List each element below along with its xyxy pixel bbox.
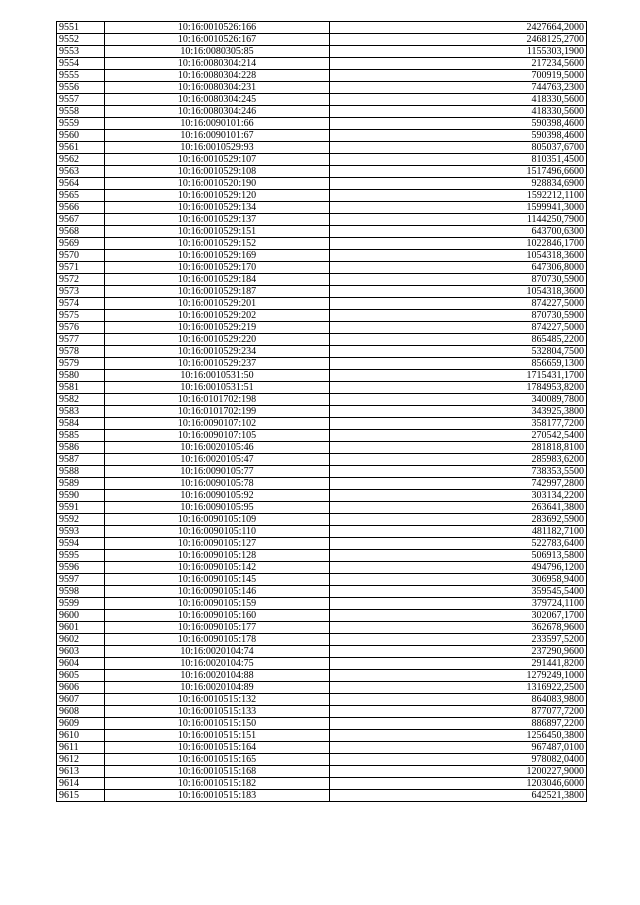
cadastral-value-table xyxy=(56,21,587,802)
cadastral-value-cell: 874227,5000 xyxy=(330,322,587,334)
table-row xyxy=(57,346,587,358)
cadastral-value-cell: 418330,5600 xyxy=(330,106,587,118)
cadastral-number-cell: 10:16:0010526:167 xyxy=(105,34,330,46)
cadastral-number-cell: 10:16:0090105:145 xyxy=(105,574,330,586)
cadastral-number-cell: 10:16:0090105:77 xyxy=(105,466,330,478)
table-row xyxy=(57,370,587,382)
cadastral-value-cell: 590398,4600 xyxy=(330,118,587,130)
table-row xyxy=(57,418,587,430)
cadastral-value-cell: 700919,5000 xyxy=(330,70,587,82)
table-row xyxy=(57,466,587,478)
table-row xyxy=(57,514,587,526)
table-row xyxy=(57,430,587,442)
table-row xyxy=(57,502,587,514)
row-number-cell: 9551 xyxy=(57,22,105,34)
table-row xyxy=(57,322,587,334)
table-row xyxy=(57,238,587,250)
cadastral-number-cell: 10:16:0090105:159 xyxy=(105,598,330,610)
table-row xyxy=(57,82,587,94)
cadastral-value-cell: 340089,7800 xyxy=(330,394,587,406)
table-row xyxy=(57,46,587,58)
cadastral-number-cell: 10:16:0090101:67 xyxy=(105,130,330,142)
table-row xyxy=(57,670,587,682)
table-row xyxy=(57,562,587,574)
table-row xyxy=(57,766,587,778)
row-number-cell: 9592 xyxy=(57,514,105,526)
cadastral-value-cell: 642521,3800 xyxy=(330,790,587,802)
row-number-cell: 9580 xyxy=(57,370,105,382)
cadastral-value-cell: 590398,4600 xyxy=(330,130,587,142)
row-number-cell: 9559 xyxy=(57,118,105,130)
cadastral-value-cell: 481182,7100 xyxy=(330,526,587,538)
cadastral-number-cell: 10:16:0080305:85 xyxy=(105,46,330,58)
cadastral-number-cell: 10:16:0090105:128 xyxy=(105,550,330,562)
row-number-cell: 9589 xyxy=(57,478,105,490)
cadastral-value-cell: 237290,9600 xyxy=(330,646,587,658)
cadastral-value-cell: 978082,0400 xyxy=(330,754,587,766)
table-row xyxy=(57,58,587,70)
cadastral-number-cell: 10:16:0010529:120 xyxy=(105,190,330,202)
table-row xyxy=(57,358,587,370)
row-number-cell: 9569 xyxy=(57,238,105,250)
cadastral-value-cell: 522783,6400 xyxy=(330,538,587,550)
row-number-cell: 9609 xyxy=(57,718,105,730)
table-row xyxy=(57,334,587,346)
cadastral-number-cell: 10:16:0010526:166 xyxy=(105,22,330,34)
table-row xyxy=(57,34,587,46)
table-row xyxy=(57,166,587,178)
cadastral-number-cell: 10:16:0010531:51 xyxy=(105,382,330,394)
table-row xyxy=(57,118,587,130)
cadastral-number-cell: 10:16:0010515:150 xyxy=(105,718,330,730)
cadastral-value-cell: 742997,2800 xyxy=(330,478,587,490)
row-number-cell: 9561 xyxy=(57,142,105,154)
cadastral-value-cell: 306958,9400 xyxy=(330,574,587,586)
cadastral-number-cell: 10:16:0010529:151 xyxy=(105,226,330,238)
row-number-cell: 9588 xyxy=(57,466,105,478)
row-number-cell: 9605 xyxy=(57,670,105,682)
cadastral-value-cell: 233597,5200 xyxy=(330,634,587,646)
table-row xyxy=(57,742,587,754)
table-row xyxy=(57,646,587,658)
cadastral-number-cell: 10:16:0080304:214 xyxy=(105,58,330,70)
cadastral-number-cell: 10:16:0010529:202 xyxy=(105,310,330,322)
cadastral-number-cell: 10:16:0090105:178 xyxy=(105,634,330,646)
cadastral-value-cell: 1279249,1000 xyxy=(330,670,587,682)
table-row xyxy=(57,490,587,502)
cadastral-value-cell: 270542,5400 xyxy=(330,430,587,442)
row-number-cell: 9555 xyxy=(57,70,105,82)
cadastral-number-cell: 10:16:0010529:219 xyxy=(105,322,330,334)
row-number-cell: 9591 xyxy=(57,502,105,514)
cadastral-value-cell: 886897,2200 xyxy=(330,718,587,730)
cadastral-number-cell: 10:16:0010529:108 xyxy=(105,166,330,178)
cadastral-number-cell: 10:16:0010515:164 xyxy=(105,742,330,754)
cadastral-value-cell: 506913,5800 xyxy=(330,550,587,562)
table-row xyxy=(57,610,587,622)
table-row xyxy=(57,106,587,118)
cadastral-number-cell: 10:16:0020104:75 xyxy=(105,658,330,670)
cadastral-value-cell: 2468125,2700 xyxy=(330,34,587,46)
table-row xyxy=(57,586,587,598)
cadastral-value-cell: 303134,2200 xyxy=(330,490,587,502)
row-number-cell: 9552 xyxy=(57,34,105,46)
cadastral-value-cell: 291441,8200 xyxy=(330,658,587,670)
row-number-cell: 9608 xyxy=(57,706,105,718)
row-number-cell: 9554 xyxy=(57,58,105,70)
table-row xyxy=(57,190,587,202)
row-number-cell: 9562 xyxy=(57,154,105,166)
cadastral-value-cell: 1155303,1900 xyxy=(330,46,587,58)
cadastral-number-cell: 10:16:0010529:187 xyxy=(105,286,330,298)
table-row xyxy=(57,382,587,394)
table-row xyxy=(57,694,587,706)
cadastral-number-cell: 10:16:0010529:107 xyxy=(105,154,330,166)
cadastral-value-cell: 1200227,9000 xyxy=(330,766,587,778)
row-number-cell: 9610 xyxy=(57,730,105,742)
table-row xyxy=(57,226,587,238)
table-row xyxy=(57,94,587,106)
table-row xyxy=(57,262,587,274)
cadastral-value-cell: 285983,6200 xyxy=(330,454,587,466)
cadastral-number-cell: 10:16:0090105:95 xyxy=(105,502,330,514)
row-number-cell: 9568 xyxy=(57,226,105,238)
cadastral-number-cell: 10:16:0101702:198 xyxy=(105,394,330,406)
cadastral-number-cell: 10:16:0020105:47 xyxy=(105,454,330,466)
cadastral-value-cell: 263641,3800 xyxy=(330,502,587,514)
cadastral-number-cell: 10:16:0090105:92 xyxy=(105,490,330,502)
table-row xyxy=(57,130,587,142)
row-number-cell: 9571 xyxy=(57,262,105,274)
cadastral-number-cell: 10:16:0101702:199 xyxy=(105,406,330,418)
cadastral-number-cell: 10:16:0010520:190 xyxy=(105,178,330,190)
cadastral-number-cell: 10:16:0090107:105 xyxy=(105,430,330,442)
table-row xyxy=(57,310,587,322)
cadastral-number-cell: 10:16:0010529:201 xyxy=(105,298,330,310)
row-number-cell: 9596 xyxy=(57,562,105,574)
cadastral-value-cell: 865485,2200 xyxy=(330,334,587,346)
cadastral-value-cell: 877077,7200 xyxy=(330,706,587,718)
cadastral-value-cell: 874227,5000 xyxy=(330,298,587,310)
row-number-cell: 9615 xyxy=(57,790,105,802)
cadastral-number-cell: 10:16:0090105:109 xyxy=(105,514,330,526)
cadastral-value-cell: 1599941,3000 xyxy=(330,202,587,214)
cadastral-number-cell: 10:16:0010529:152 xyxy=(105,238,330,250)
row-number-cell: 9583 xyxy=(57,406,105,418)
row-number-cell: 9606 xyxy=(57,682,105,694)
cadastral-value-cell: 1054318,3600 xyxy=(330,286,587,298)
row-number-cell: 9603 xyxy=(57,646,105,658)
row-number-cell: 9564 xyxy=(57,178,105,190)
table-row xyxy=(57,790,587,802)
cadastral-value-cell: 647306,8000 xyxy=(330,262,587,274)
table-row xyxy=(57,658,587,670)
row-number-cell: 9594 xyxy=(57,538,105,550)
cadastral-number-cell: 10:16:0010515:165 xyxy=(105,754,330,766)
row-number-cell: 9566 xyxy=(57,202,105,214)
table-row xyxy=(57,634,587,646)
cadastral-number-cell: 10:16:0020104:88 xyxy=(105,670,330,682)
cadastral-number-cell: 10:16:0090101:66 xyxy=(105,118,330,130)
cadastral-number-cell: 10:16:0010529:137 xyxy=(105,214,330,226)
table-row xyxy=(57,454,587,466)
cadastral-number-cell: 10:16:0010529:220 xyxy=(105,334,330,346)
cadastral-number-cell: 10:16:0090105:142 xyxy=(105,562,330,574)
cadastral-value-cell: 358177,7200 xyxy=(330,418,587,430)
row-number-cell: 9560 xyxy=(57,130,105,142)
table-row xyxy=(57,778,587,790)
row-number-cell: 9579 xyxy=(57,358,105,370)
table-row xyxy=(57,574,587,586)
table-row xyxy=(57,394,587,406)
row-number-cell: 9584 xyxy=(57,418,105,430)
cadastral-number-cell: 10:16:0080304:246 xyxy=(105,106,330,118)
table-row xyxy=(57,142,587,154)
table-row xyxy=(57,730,587,742)
row-number-cell: 9567 xyxy=(57,214,105,226)
cadastral-value-cell: 281818,8100 xyxy=(330,442,587,454)
cadastral-number-cell: 10:16:0090105:127 xyxy=(105,538,330,550)
row-number-cell: 9577 xyxy=(57,334,105,346)
row-number-cell: 9576 xyxy=(57,322,105,334)
row-number-cell: 9612 xyxy=(57,754,105,766)
cadastral-value-cell: 283692,5900 xyxy=(330,514,587,526)
cadastral-value-cell: 870730,5900 xyxy=(330,274,587,286)
row-number-cell: 9581 xyxy=(57,382,105,394)
cadastral-number-cell: 10:16:0080304:228 xyxy=(105,70,330,82)
row-number-cell: 9572 xyxy=(57,274,105,286)
cadastral-number-cell: 10:16:0090105:78 xyxy=(105,478,330,490)
cadastral-value-cell: 738353,5500 xyxy=(330,466,587,478)
row-number-cell: 9563 xyxy=(57,166,105,178)
row-number-cell: 9600 xyxy=(57,610,105,622)
row-number-cell: 9614 xyxy=(57,778,105,790)
row-number-cell: 9602 xyxy=(57,634,105,646)
row-number-cell: 9593 xyxy=(57,526,105,538)
table-row xyxy=(57,178,587,190)
cadastral-number-cell: 10:16:0010529:134 xyxy=(105,202,330,214)
row-number-cell: 9553 xyxy=(57,46,105,58)
table-row xyxy=(57,682,587,694)
cadastral-value-cell: 1592212,1100 xyxy=(330,190,587,202)
row-number-cell: 9587 xyxy=(57,454,105,466)
table-row xyxy=(57,298,587,310)
table-row xyxy=(57,406,587,418)
row-number-cell: 9573 xyxy=(57,286,105,298)
cadastral-value-cell: 1715431,1700 xyxy=(330,370,587,382)
row-number-cell: 9613 xyxy=(57,766,105,778)
table-row xyxy=(57,442,587,454)
row-number-cell: 9575 xyxy=(57,310,105,322)
table-row xyxy=(57,550,587,562)
table-row xyxy=(57,706,587,718)
cadastral-number-cell: 10:16:0090105:146 xyxy=(105,586,330,598)
table-row xyxy=(57,250,587,262)
cadastral-value-cell: 532804,7500 xyxy=(330,346,587,358)
row-number-cell: 9601 xyxy=(57,622,105,634)
cadastral-number-cell: 10:16:0020104:74 xyxy=(105,646,330,658)
cadastral-number-cell: 10:16:0010529:237 xyxy=(105,358,330,370)
cadastral-value-cell: 1144250,7900 xyxy=(330,214,587,226)
cadastral-number-cell: 10:16:0020104:89 xyxy=(105,682,330,694)
table-row xyxy=(57,214,587,226)
cadastral-value-cell: 1054318,3600 xyxy=(330,250,587,262)
table-row xyxy=(57,202,587,214)
table-row xyxy=(57,526,587,538)
cadastral-number-cell: 10:16:0010531:50 xyxy=(105,370,330,382)
cadastral-value-cell: 864083,9800 xyxy=(330,694,587,706)
table-row xyxy=(57,718,587,730)
cadastral-number-cell: 10:16:0010515:168 xyxy=(105,766,330,778)
row-number-cell: 9558 xyxy=(57,106,105,118)
cadastral-number-cell: 10:16:0080304:245 xyxy=(105,94,330,106)
cadastral-number-cell: 10:16:0090105:110 xyxy=(105,526,330,538)
cadastral-number-cell: 10:16:0010529:184 xyxy=(105,274,330,286)
row-number-cell: 9598 xyxy=(57,586,105,598)
cadastral-number-cell: 10:16:0010515:182 xyxy=(105,778,330,790)
row-number-cell: 9590 xyxy=(57,490,105,502)
cadastral-value-cell: 359545,5400 xyxy=(330,586,587,598)
cadastral-value-cell: 744763,2300 xyxy=(330,82,587,94)
row-number-cell: 9585 xyxy=(57,430,105,442)
cadastral-value-cell: 1517496,6600 xyxy=(330,166,587,178)
cadastral-number-cell: 10:16:0010529:234 xyxy=(105,346,330,358)
cadastral-value-cell: 1256450,3800 xyxy=(330,730,587,742)
cadastral-value-cell: 928834,6900 xyxy=(330,178,587,190)
row-number-cell: 9565 xyxy=(57,190,105,202)
cadastral-number-cell: 10:16:0010529:170 xyxy=(105,262,330,274)
row-number-cell: 9597 xyxy=(57,574,105,586)
table-row xyxy=(57,478,587,490)
cadastral-number-cell: 10:16:0080304:231 xyxy=(105,82,330,94)
cadastral-number-cell: 10:16:0010515:151 xyxy=(105,730,330,742)
cadastral-value-cell: 1022846,1700 xyxy=(330,238,587,250)
cadastral-value-cell: 362678,9600 xyxy=(330,622,587,634)
row-number-cell: 9557 xyxy=(57,94,105,106)
row-number-cell: 9595 xyxy=(57,550,105,562)
cadastral-number-cell: 10:16:0010529:169 xyxy=(105,250,330,262)
cadastral-value-cell: 810351,4500 xyxy=(330,154,587,166)
cadastral-value-cell: 1784953,8200 xyxy=(330,382,587,394)
cadastral-value-cell: 967487,0100 xyxy=(330,742,587,754)
cadastral-value-cell: 418330,5600 xyxy=(330,94,587,106)
table-row xyxy=(57,598,587,610)
table-row xyxy=(57,754,587,766)
cadastral-number-cell: 10:16:0010515:132 xyxy=(105,694,330,706)
cadastral-number-cell: 10:16:0090105:160 xyxy=(105,610,330,622)
row-number-cell: 9599 xyxy=(57,598,105,610)
cadastral-value-cell: 805037,6700 xyxy=(330,142,587,154)
row-number-cell: 9574 xyxy=(57,298,105,310)
cadastral-value-cell: 379724,1100 xyxy=(330,598,587,610)
cadastral-value-cell: 856659,1300 xyxy=(330,358,587,370)
cadastral-value-cell: 1203046,6000 xyxy=(330,778,587,790)
cadastral-number-cell: 10:16:0010515:183 xyxy=(105,790,330,802)
cadastral-number-cell: 10:16:0020105:46 xyxy=(105,442,330,454)
row-number-cell: 9604 xyxy=(57,658,105,670)
row-number-cell: 9556 xyxy=(57,82,105,94)
cadastral-number-cell: 10:16:0010529:93 xyxy=(105,142,330,154)
row-number-cell: 9607 xyxy=(57,694,105,706)
table-row xyxy=(57,274,587,286)
table-row xyxy=(57,154,587,166)
row-number-cell: 9586 xyxy=(57,442,105,454)
cadastral-number-cell: 10:16:0090105:177 xyxy=(105,622,330,634)
cadastral-value-cell: 1316922,2500 xyxy=(330,682,587,694)
cadastral-number-cell: 10:16:0010515:133 xyxy=(105,706,330,718)
table-row xyxy=(57,538,587,550)
cadastral-value-cell: 494796,1200 xyxy=(330,562,587,574)
cadastral-value-cell: 643700,6300 xyxy=(330,226,587,238)
row-number-cell: 9578 xyxy=(57,346,105,358)
cadastral-value-cell: 870730,5900 xyxy=(330,310,587,322)
row-number-cell: 9570 xyxy=(57,250,105,262)
table-row xyxy=(57,622,587,634)
table-row xyxy=(57,22,587,34)
table-body xyxy=(57,22,587,802)
cadastral-value-cell: 217234,5600 xyxy=(330,58,587,70)
table-row xyxy=(57,286,587,298)
table-row xyxy=(57,70,587,82)
cadastral-number-cell: 10:16:0090107:102 xyxy=(105,418,330,430)
cadastral-value-cell: 302067,1700 xyxy=(330,610,587,622)
row-number-cell: 9611 xyxy=(57,742,105,754)
cadastral-value-cell: 343925,3800 xyxy=(330,406,587,418)
row-number-cell: 9582 xyxy=(57,394,105,406)
cadastral-value-cell: 2427664,2000 xyxy=(330,22,587,34)
